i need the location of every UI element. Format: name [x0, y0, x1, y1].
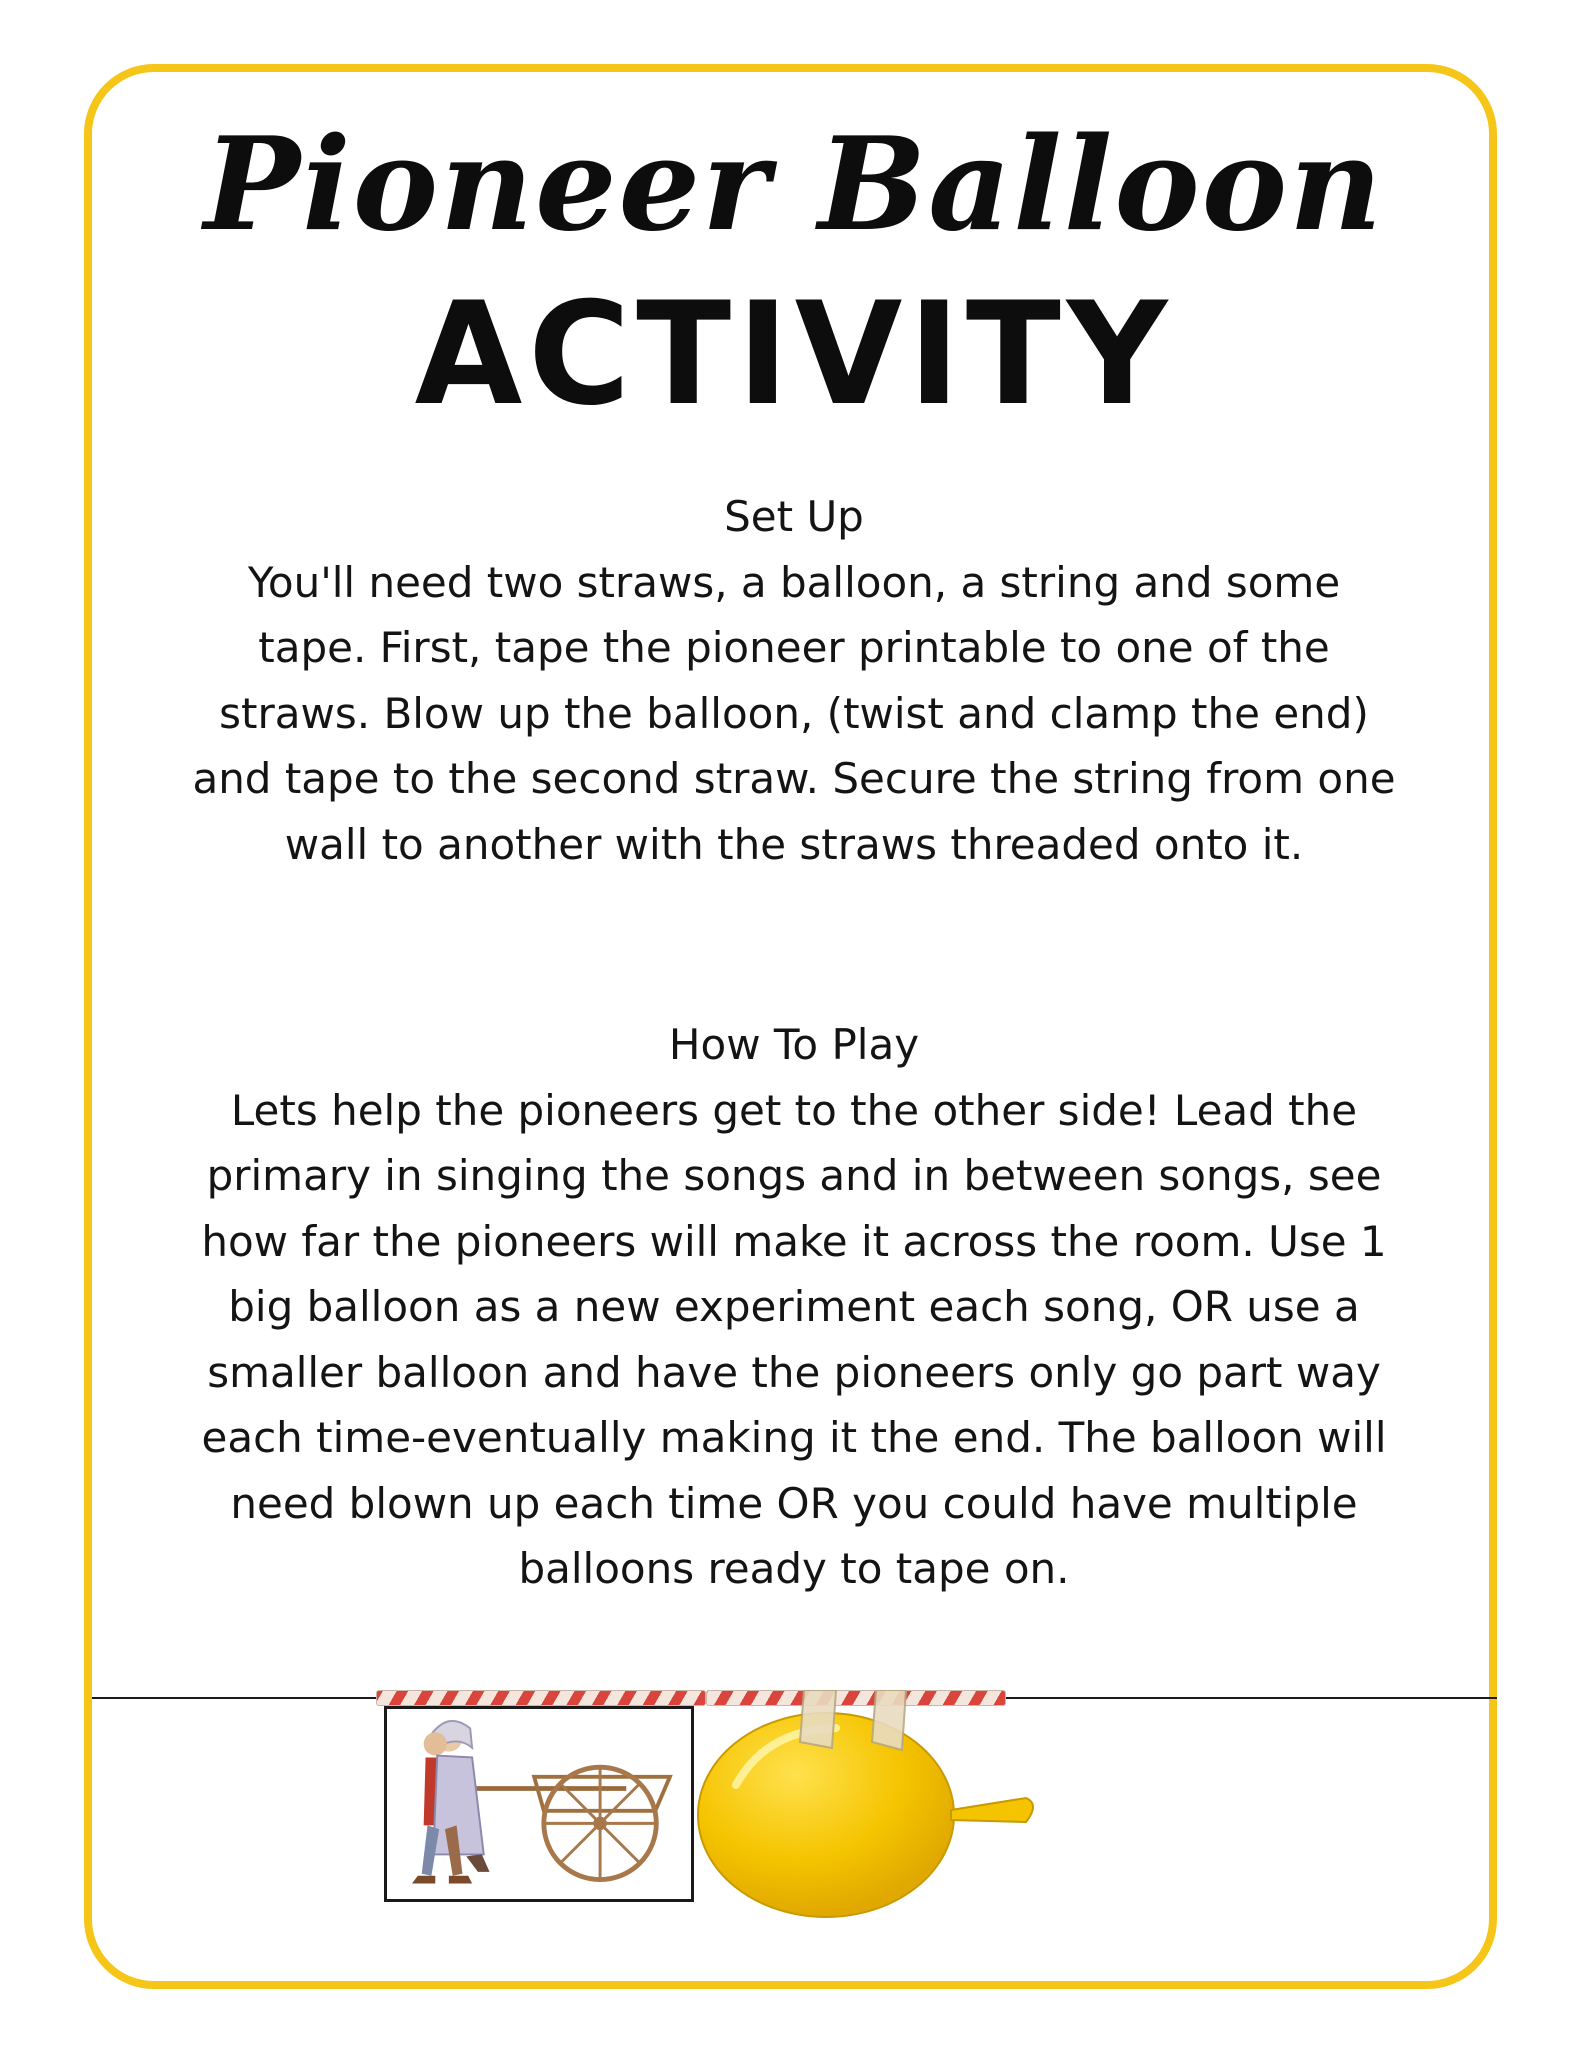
pioneer-printable-icon	[384, 1706, 694, 1902]
setup-heading: Set Up	[724, 492, 864, 541]
straw-left	[376, 1690, 706, 1706]
how-to-play-section	[190, 1012, 1398, 1602]
balloon-icon	[696, 1690, 1058, 1920]
setup-section	[190, 484, 1398, 877]
how-to-play-heading: How To Play	[668, 1020, 920, 1069]
setup-body: You'll need two straws, a balloon, a string and some tape. First, tape the pioneer printable to one of the straws. Blow up the balloon, (twist and clamp the end) and tape to the second straw. Secure the string from one wall to another with the straws threaded onto it.	[192, 557, 1396, 869]
title-line-2: ACTIVITY	[414, 272, 1174, 437]
how-to-play-body: Lets help the pioneers get to the other side! Lead the primary in singing the songs and in between songs, see how far the pioneers will make it across the room. Use 1 big balloon as a new experiment each song, OR use a smaller balloon and have the pioneers only go part way each time-eventually making it the end. The balloon will need blown up each time OR you could have multiple balloons ready to tape on.	[201, 1085, 1387, 1593]
title-line-1: Pioneer Balloon	[203, 110, 1385, 260]
